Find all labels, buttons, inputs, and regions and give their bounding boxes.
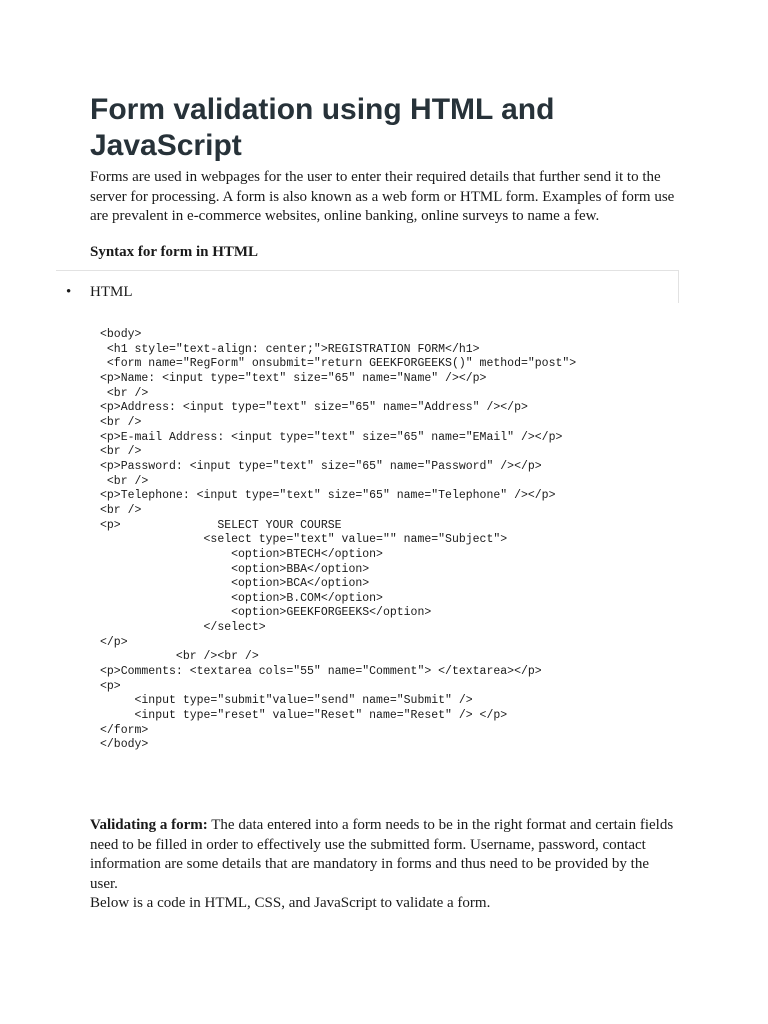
code-line: <br />	[100, 474, 149, 488]
code-line: </select>	[100, 621, 266, 635]
code-line: <p>Telephone: <input type="text" size="65" name="Telephone" /></p>	[100, 489, 556, 503]
code-line: </body>	[100, 738, 149, 752]
code-line: <select type="text" value="" name="Subject">	[100, 533, 508, 547]
syntax-heading: Syntax for form in HTML	[90, 243, 259, 260]
code-line: <option>BCA</option>	[100, 577, 370, 591]
code-tab-label: HTML	[90, 284, 133, 300]
code-line: <p>Name: <input type="text" size="65" name="Name" /></p>	[100, 371, 487, 385]
code-tab-html[interactable]	[66, 283, 133, 302]
intro-paragraph: Forms are used in webpages for the user to enter their required details that further send it to the server for processing. A form is also known as a web form or HTML form. Examples of form use are prevalent in e-commerce websites, online banking, online surveys to name a few.	[90, 169, 675, 224]
code-line: <br />	[100, 445, 142, 459]
code-line: <body>	[100, 328, 142, 341]
code-line: <form name="RegForm" onsubmit="return GEEKFORGEEKS()" method="post">	[100, 357, 577, 371]
code-line: <option>GEEKFORGEEKS</option>	[100, 606, 432, 620]
code-line: </p>	[100, 635, 128, 649]
code-line: <input type="submit"value="send" name="Submit" />	[100, 694, 473, 708]
code-line: <p>	[100, 679, 121, 693]
code-line: <br />	[100, 503, 142, 517]
code-line: <p>E-mail Address: <input type="text" size="65" name="EMail" /></p>	[100, 430, 563, 444]
article-body	[90, 92, 680, 262]
validating-section	[90, 816, 680, 914]
code-line: <p>Password: <input type="text" size="65" name="Password" /></p>	[100, 459, 542, 473]
code-line: <option>BTECH</option>	[100, 547, 383, 561]
code-line: <input type="reset" value="Reset" name="Reset" /> </p>	[100, 709, 508, 723]
validating-paragraph	[90, 816, 680, 894]
below-code-note: Below is a code in HTML, CSS, and JavaScript to validate a form.	[90, 895, 491, 911]
code-line: <p> SELECT YOUR COURSE	[100, 518, 342, 532]
code-line: <p>Comments: <textarea cols="55" name="Comment"> </textarea></p>	[100, 665, 542, 679]
code-line: <option>BBA</option>	[100, 562, 370, 576]
code-line: <p>Address: <input type="text" size="65" name="Address" /></p>	[100, 401, 528, 415]
code-line: <br /><br />	[100, 650, 259, 664]
code-block	[100, 328, 576, 753]
validating-text: The data entered into a form needs to be in the right format and certain fields need to be filled in order to effectively use the submitted form. Username, password, contact information are some details that are mandatory in forms and thus need to be provided by the user.	[90, 817, 674, 892]
code-line: <br />	[100, 386, 149, 400]
code-tab-frame	[56, 270, 679, 303]
bullet-icon: •	[66, 284, 72, 300]
code-line: <option>B.COM</option>	[100, 591, 383, 605]
code-line: <br />	[100, 415, 142, 429]
validating-label: Validating a form:	[90, 817, 208, 833]
code-line: </form>	[100, 723, 149, 737]
code-line: <h1 style="text-align: center;">REGISTRATION FORM</h1>	[100, 342, 480, 356]
page-title: Form validation using HTML and JavaScript	[90, 93, 555, 162]
